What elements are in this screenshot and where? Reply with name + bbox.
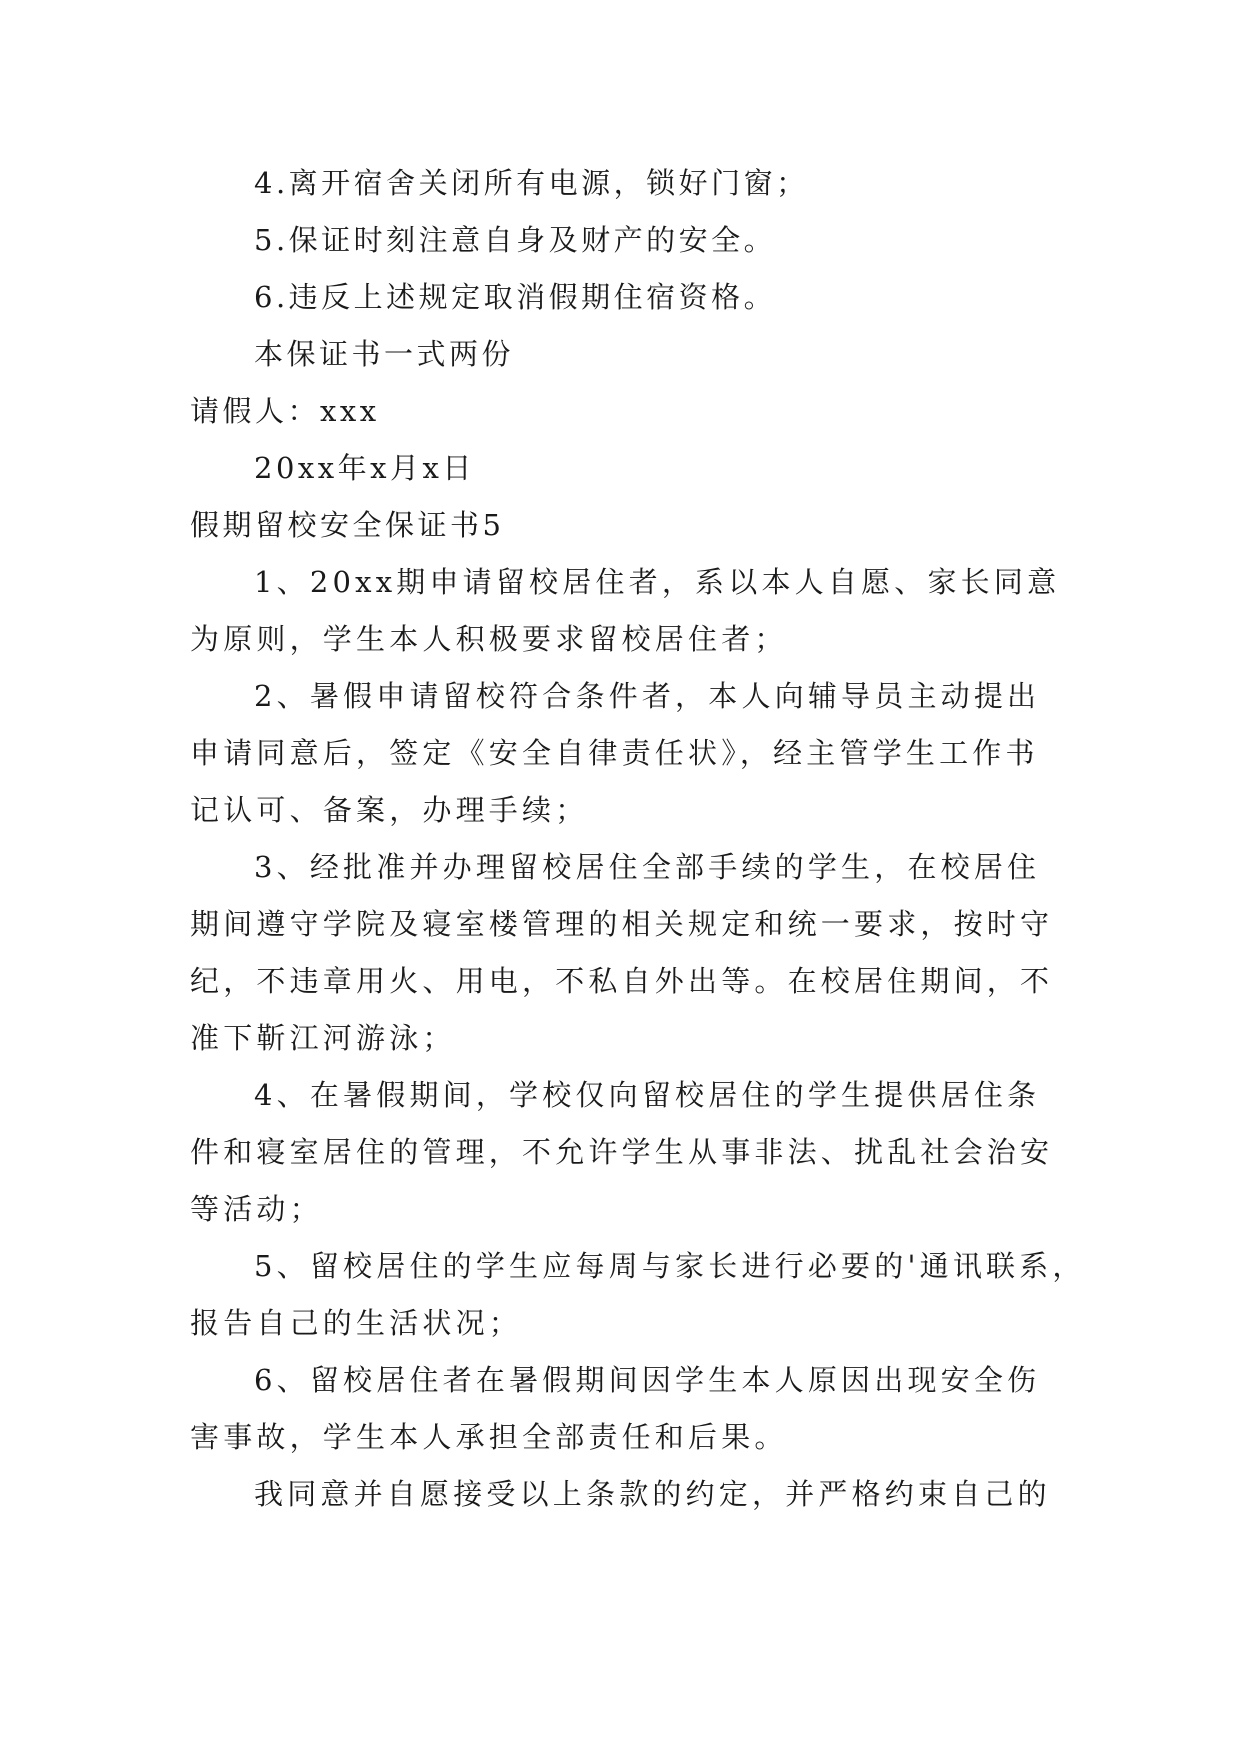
list-item: 6.违反上述规定取消假期住宿资格。 — [254, 280, 777, 314]
paragraph-1 — [190, 554, 1061, 668]
paragraph-line: 我同意并自愿接受以上条款的约定，并严格约束自己的 — [254, 1477, 1051, 1511]
paragraph-line: 1、20xx期申请留校居住者，系以本人自愿、家长同意 — [254, 565, 1061, 599]
list-item: 5.保证时刻注意自身及财产的安全。 — [254, 223, 777, 257]
section-title: 假期留校安全保证书5 — [190, 508, 505, 542]
paragraph-line: 2、暑假申请留校符合条件者，本人向辅导员主动提出 — [254, 679, 1041, 713]
document-body — [190, 155, 1086, 1523]
paragraph-line: 件和寝室居住的管理，不允许学生从事非法、扰乱社会治安 — [190, 1135, 1054, 1169]
paragraph-line: 准下靳江河游泳； — [190, 1021, 456, 1055]
paragraph-line: 报告自己的生活状况； — [190, 1306, 523, 1340]
paragraph-6 — [190, 1352, 1052, 1466]
paragraph-3 — [190, 839, 1052, 1067]
paragraph-7 — [190, 1466, 1052, 1523]
paragraph-line: 3、经批准并办理留校居住全部手续的学生，在校居住 — [254, 850, 1041, 884]
paragraph-2 — [190, 668, 1052, 839]
paragraph-line: 等活动； — [190, 1192, 323, 1226]
paragraph-line: 申请同意后，签定《安全自律责任状》，经主管学生工作书 — [190, 736, 1039, 770]
paragraph-line: 害事故，学生本人承担全部责任和后果。 — [190, 1420, 788, 1454]
paragraph-line: 5、留校居住的学生应每周与家长进行必要的'通讯联系， — [254, 1249, 1086, 1283]
paragraph-line: 纪，不违章用火、用电，不私自外出等。在校居住期间，不 — [190, 964, 1054, 998]
paragraph-line: 记认可、备案，办理手续； — [190, 793, 589, 827]
copies-note: 本保证书一式两份 — [254, 337, 515, 371]
paragraph-line: 6、留校居住者在暑假期间因学生本人原因出现安全伤 — [254, 1363, 1041, 1397]
paragraph-line: 为原则，学生本人积极要求留校居住者； — [190, 622, 788, 656]
list-item: 4.离开宿舍关闭所有电源，锁好门窗； — [254, 166, 809, 200]
paragraph-5 — [190, 1238, 1086, 1352]
paragraph-line: 期间遵守学院及寝室楼管理的相关规定和统一要求，按时守 — [190, 907, 1054, 941]
paragraph-line: 4、在暑假期间，学校仅向留校居住的学生提供居住条 — [254, 1078, 1041, 1112]
date-line: 20xx年x月x日 — [254, 451, 475, 485]
paragraph-4 — [190, 1067, 1052, 1238]
signer-line: 请假人：xxx — [190, 394, 380, 428]
